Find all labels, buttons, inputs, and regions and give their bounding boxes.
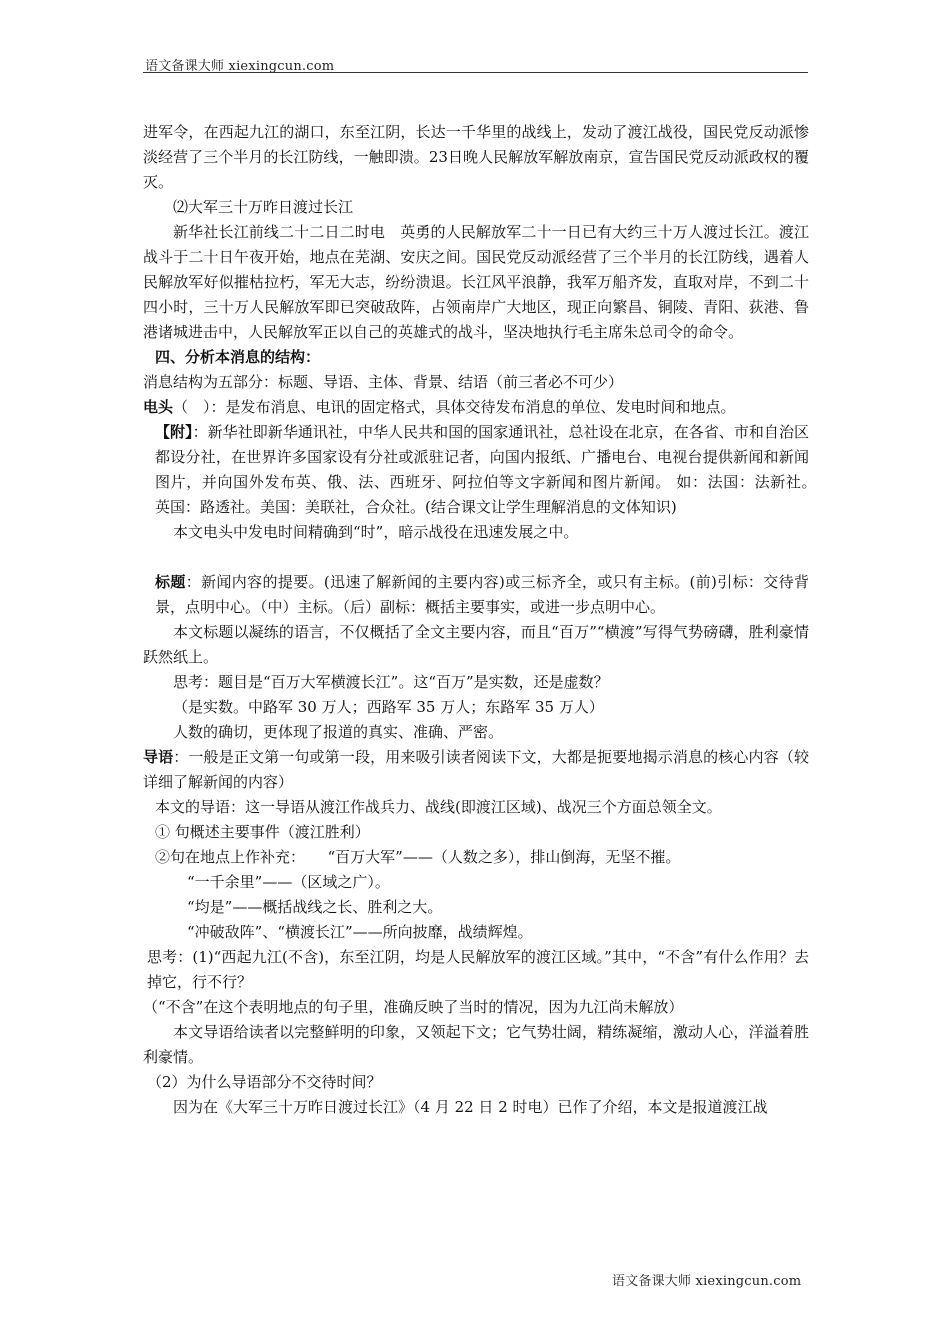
- header-divider: [143, 72, 808, 73]
- lead-definition: [143, 745, 809, 795]
- dateline-text: （ ）：是发布消息、电讯的固定格式，具体交待发布消息的单位、发电时间和地点。: [173, 398, 736, 416]
- section-heading-text: 四、分析本消息的结构：: [155, 348, 321, 366]
- note-accuracy: 人数的确切，更体现了报道的真实、准确、严密。: [173, 723, 504, 741]
- point-2-sub-1: “一千余里”——（区域之广）。: [187, 873, 390, 891]
- dateline-analysis: 本文电头中发电时间精确到“时”，暗示战役在迅速发展之中。: [173, 523, 579, 541]
- point-2-sub-3: “冲破敌阵”、“横渡长江”——所向披靡，战绩辉煌。: [187, 923, 533, 941]
- lead-term: 导语: [143, 748, 174, 766]
- question-3: （2）为什么导语部分不交待时间？: [147, 1073, 382, 1091]
- page-header: 语文备课大师 xiexingcun.com: [145, 59, 335, 74]
- paragraph-1: 进军令，在西起九江的湖口，东至江阴，长达一千华里的战线上，发动了渡江战役，国民党反动派惨淡经营了三个半月的长江防线，一触即溃。23日晚人民解放军解放南京，宣告国民党反动派政权的覆灭。: [143, 123, 809, 191]
- question-1: 思考：题目是“百万大军横渡长江”。这“百万”是实数，还是虚数？: [173, 673, 609, 691]
- point-2-sub-2: “均是”——概括战线之长、胜利之大。: [187, 898, 443, 916]
- appendix-label: 【附】: [155, 423, 193, 441]
- answer-1: （是实数。中路军 30 万人；西路军 35 万人；东路军 35 万人）: [173, 698, 604, 716]
- answer-2: （“不含”在这个表明地点的句子里，准确反映了当时的情况，因为九江尚未解放）: [143, 998, 684, 1016]
- title-text: ：新闻内容的提要。(迅速了解新闻的主要内容)或三标齐全，或只有主标。(前)引标：交待背景，点明中心。（中）主标。（后）副标：概括主要事实，或进一步点明中心。: [155, 573, 809, 616]
- question-2: 思考：(1)“西起九江(不含)，东至江阴，均是人民解放军的渡江区域。”其中，“不含”有什么作用？去掉它，行不行？: [147, 948, 809, 991]
- paragraph-news-text: 新华社长江前线二十二日二时电 英勇的人民解放军二十一日已有大约三十万人渡过长江。渡江战斗于二十日午夜开始，地点在芜湖、安庆之间。国民党反动派经营了三个半月的长江防线，遇着人民解放军好似摧枯拉朽，军无大志，纷纷溃退。长江风平浪静，我军万船齐发，直取对岸，不到二十四小时，三十万人民解放军即已突破敌阵，占领南岸广大地区，现正向繁昌、铜陵、青阳、荻港、鲁港诸城进击中，人民解放军正以自己的英雄式的战斗，坚决地执行毛主席朱总司令的命令。: [143, 223, 809, 341]
- title-definition: [143, 570, 809, 620]
- dateline-term: 电头: [143, 398, 174, 416]
- section-heading-4: [143, 345, 809, 370]
- title-analysis: 本文标题以凝练的语言，不仅概括了全文主要内容，而且“百万”“横渡”写得气势磅礴，胜利豪情跃然纸上。: [143, 623, 809, 666]
- dateline-definition: [143, 395, 809, 420]
- page-footer: 语文备课大师 xiexingcun.com: [612, 1274, 802, 1289]
- title-term: 标题: [155, 573, 186, 591]
- appendix-text: ：新华社即新华通讯社，中华人民共和国的国家通讯社，总社设在北京，在各省、市和自治区都设分社，在世界许多国家设有分社或派驻记者，向国内报纸、广播电台、电视台提供新闻和新闻图片，并向国外发布英、俄、法、西班牙、阿拉伯等文字新闻和图片新闻。 如：法国：法新社。 英国：路透社。美国：美联社，合众社。(结合课文让学生理解消息的文体知识): [155, 423, 825, 516]
- spacer: [143, 545, 809, 570]
- lead-text: ：一般是正文第一句或第一段，用来吸引读者阅读下文，大都是扼要地揭示消息的核心内容（较详细了解新闻的内容）: [143, 748, 809, 791]
- document-body: [143, 120, 825, 1120]
- appendix-note: [143, 420, 825, 520]
- point-2: ②句在地点上作补充： “百万大军”——（人数之多），排山倒海，无坚不摧。: [155, 848, 681, 866]
- lead-analysis: 本文的导语：这一导语从渡江作战兵力、战线(即渡江区域)、战况三个方面总领全文。: [155, 798, 722, 816]
- lead-summary: 本文导语给读者以完整鲜明的印象，又领起下文；它气势壮阔，精练凝缩，激动人心，洋溢着胜利豪情。: [143, 1023, 809, 1066]
- answer-3: 因为在《大军三十万昨日渡过长江》（4 月 22 日 2 时电）已作了介绍，本文是报道渡江战: [173, 1098, 768, 1116]
- point-1: ① 句概述主要事件（渡江胜利）: [155, 823, 370, 841]
- structure-overview: 消息结构为五部分：标题、导语、主体、背景、结语（前三者必不可少）: [143, 373, 624, 391]
- subtitle-2: ⑵大军三十万昨日渡过长江: [173, 198, 354, 216]
